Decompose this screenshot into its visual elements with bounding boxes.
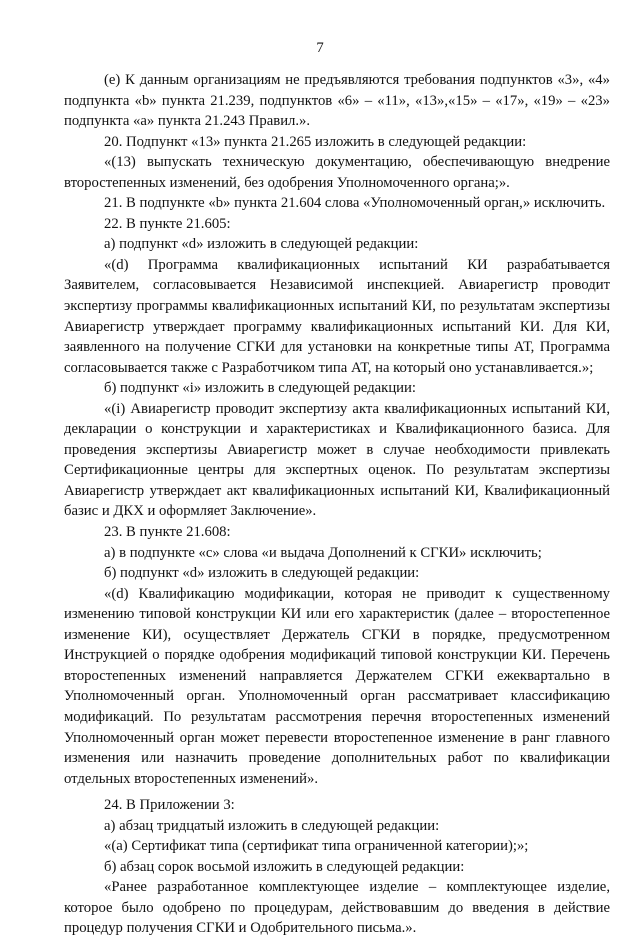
page-number: 7 — [316, 40, 324, 56]
paragraph: 22. В пункте 21.605: — [104, 215, 231, 232]
paragraph: а) абзац тридцатый изложить в следующей редакции: — [104, 817, 440, 834]
paragraph: б) подпункт «d» изложить в следующей редакции: — [104, 565, 420, 582]
paragraph: «(d) Квалификацию модификации, которая не приводит к существенному изменению типовой конструкции КИ или его характеристик (далее – второстепенное изменение КИ), осуществляет Держатель СГКИ в порядке, предусмотренном Инструкцией о порядке одобрения модификаций типовой конструкции КИ. Перечень второстепенных изменений направляется Держателем СГКИ ежеквартально в Уполномоченный орган. Уполномоченный орган рассматривает классификацию модификаций. По результатам рассмотрения перечня второстепенных изменений Уполномоченный орган может перевести второстепенное изменение в ранг главного изменения или назначить проведение дополнительных работ по квалификации отдельных второстепенных изменений». — [64, 585, 610, 787]
paragraph: «(а) Сертификат типа (сертификат типа ограниченной категории);»; — [104, 838, 529, 855]
paragraph: 20. Подпункт «13» пункта 21.265 изложить в следующей редакции: — [104, 133, 527, 150]
paragraph: 21. В подпункте «b» пункта 21.604 слова «Уполномоченный орган,» исключить. — [104, 195, 606, 212]
paragraph: (е) К данным организациям не предъявляются требования подпунктов «3», «4» подпункта «b» пункта 21.239, подпунктов «6» – «11», «13»,«15» – «17», «19» – «23» подпункта «а» пункта 21.243 Правил.». — [64, 72, 610, 130]
paragraph: б) подпункт «i» изложить в следующей редакции: — [104, 380, 416, 397]
paragraph: «(d) Программа квалификационных испытаний КИ разрабатывается Заявителем, согласовывается Независимой инспекцией. Авиарегистр проводит экспертизу программы квалификационных испытаний КИ, по результатам экспертизы Авиарегистр утверждает программу квалификационных испытаний КИ. Для КИ, заявленного на получение СГКИ для установки на конкретные типы АТ, Программа согласовывается также с Разработчиком типа АТ, на который оно устанавливается.»; — [64, 256, 610, 376]
paragraph: «(13) выпускать техническую документацию, обеспечивающую внедрение второстепенных изменений, без одобрения Уполномоченного органа;». — [64, 154, 610, 191]
paragraph: 23. В пункте 21.608: — [104, 524, 231, 541]
paragraph: б) абзац сорок восьмой изложить в следующей редакции: — [104, 858, 465, 875]
paragraph: а) в подпункте «с» слова «и выдача Дополнений к СГКИ» исключить; — [104, 544, 542, 561]
paragraph: а) подпункт «d» изложить в следующей редакции: — [104, 236, 419, 253]
paragraph: 24. В Приложении 3: — [104, 797, 235, 814]
paragraph: «(i) Авиарегистр проводит экспертизу акта квалификационных испытаний КИ, декларации о конструкции и характеристиках и Квалификационного базиса. Для проведения экспертизы Авиарегистр может в случае необходимости привлекать Сертификационные центры для экспертных оценок. По результатам экспертизы Авиарегистр утверждает акт квалификационных испытаний КИ, Квалификационный базис и ДКХ и оформляет Заключение». — [64, 400, 610, 520]
paragraph: «Ранее разработанное комплектующее изделие – комплектующее изделие, которое было одобрено по процедурам, действовавшим до введения в действие процедур получения СГКИ и Одобрительного письма.». — [64, 879, 610, 937]
document-body — [64, 70, 610, 939]
